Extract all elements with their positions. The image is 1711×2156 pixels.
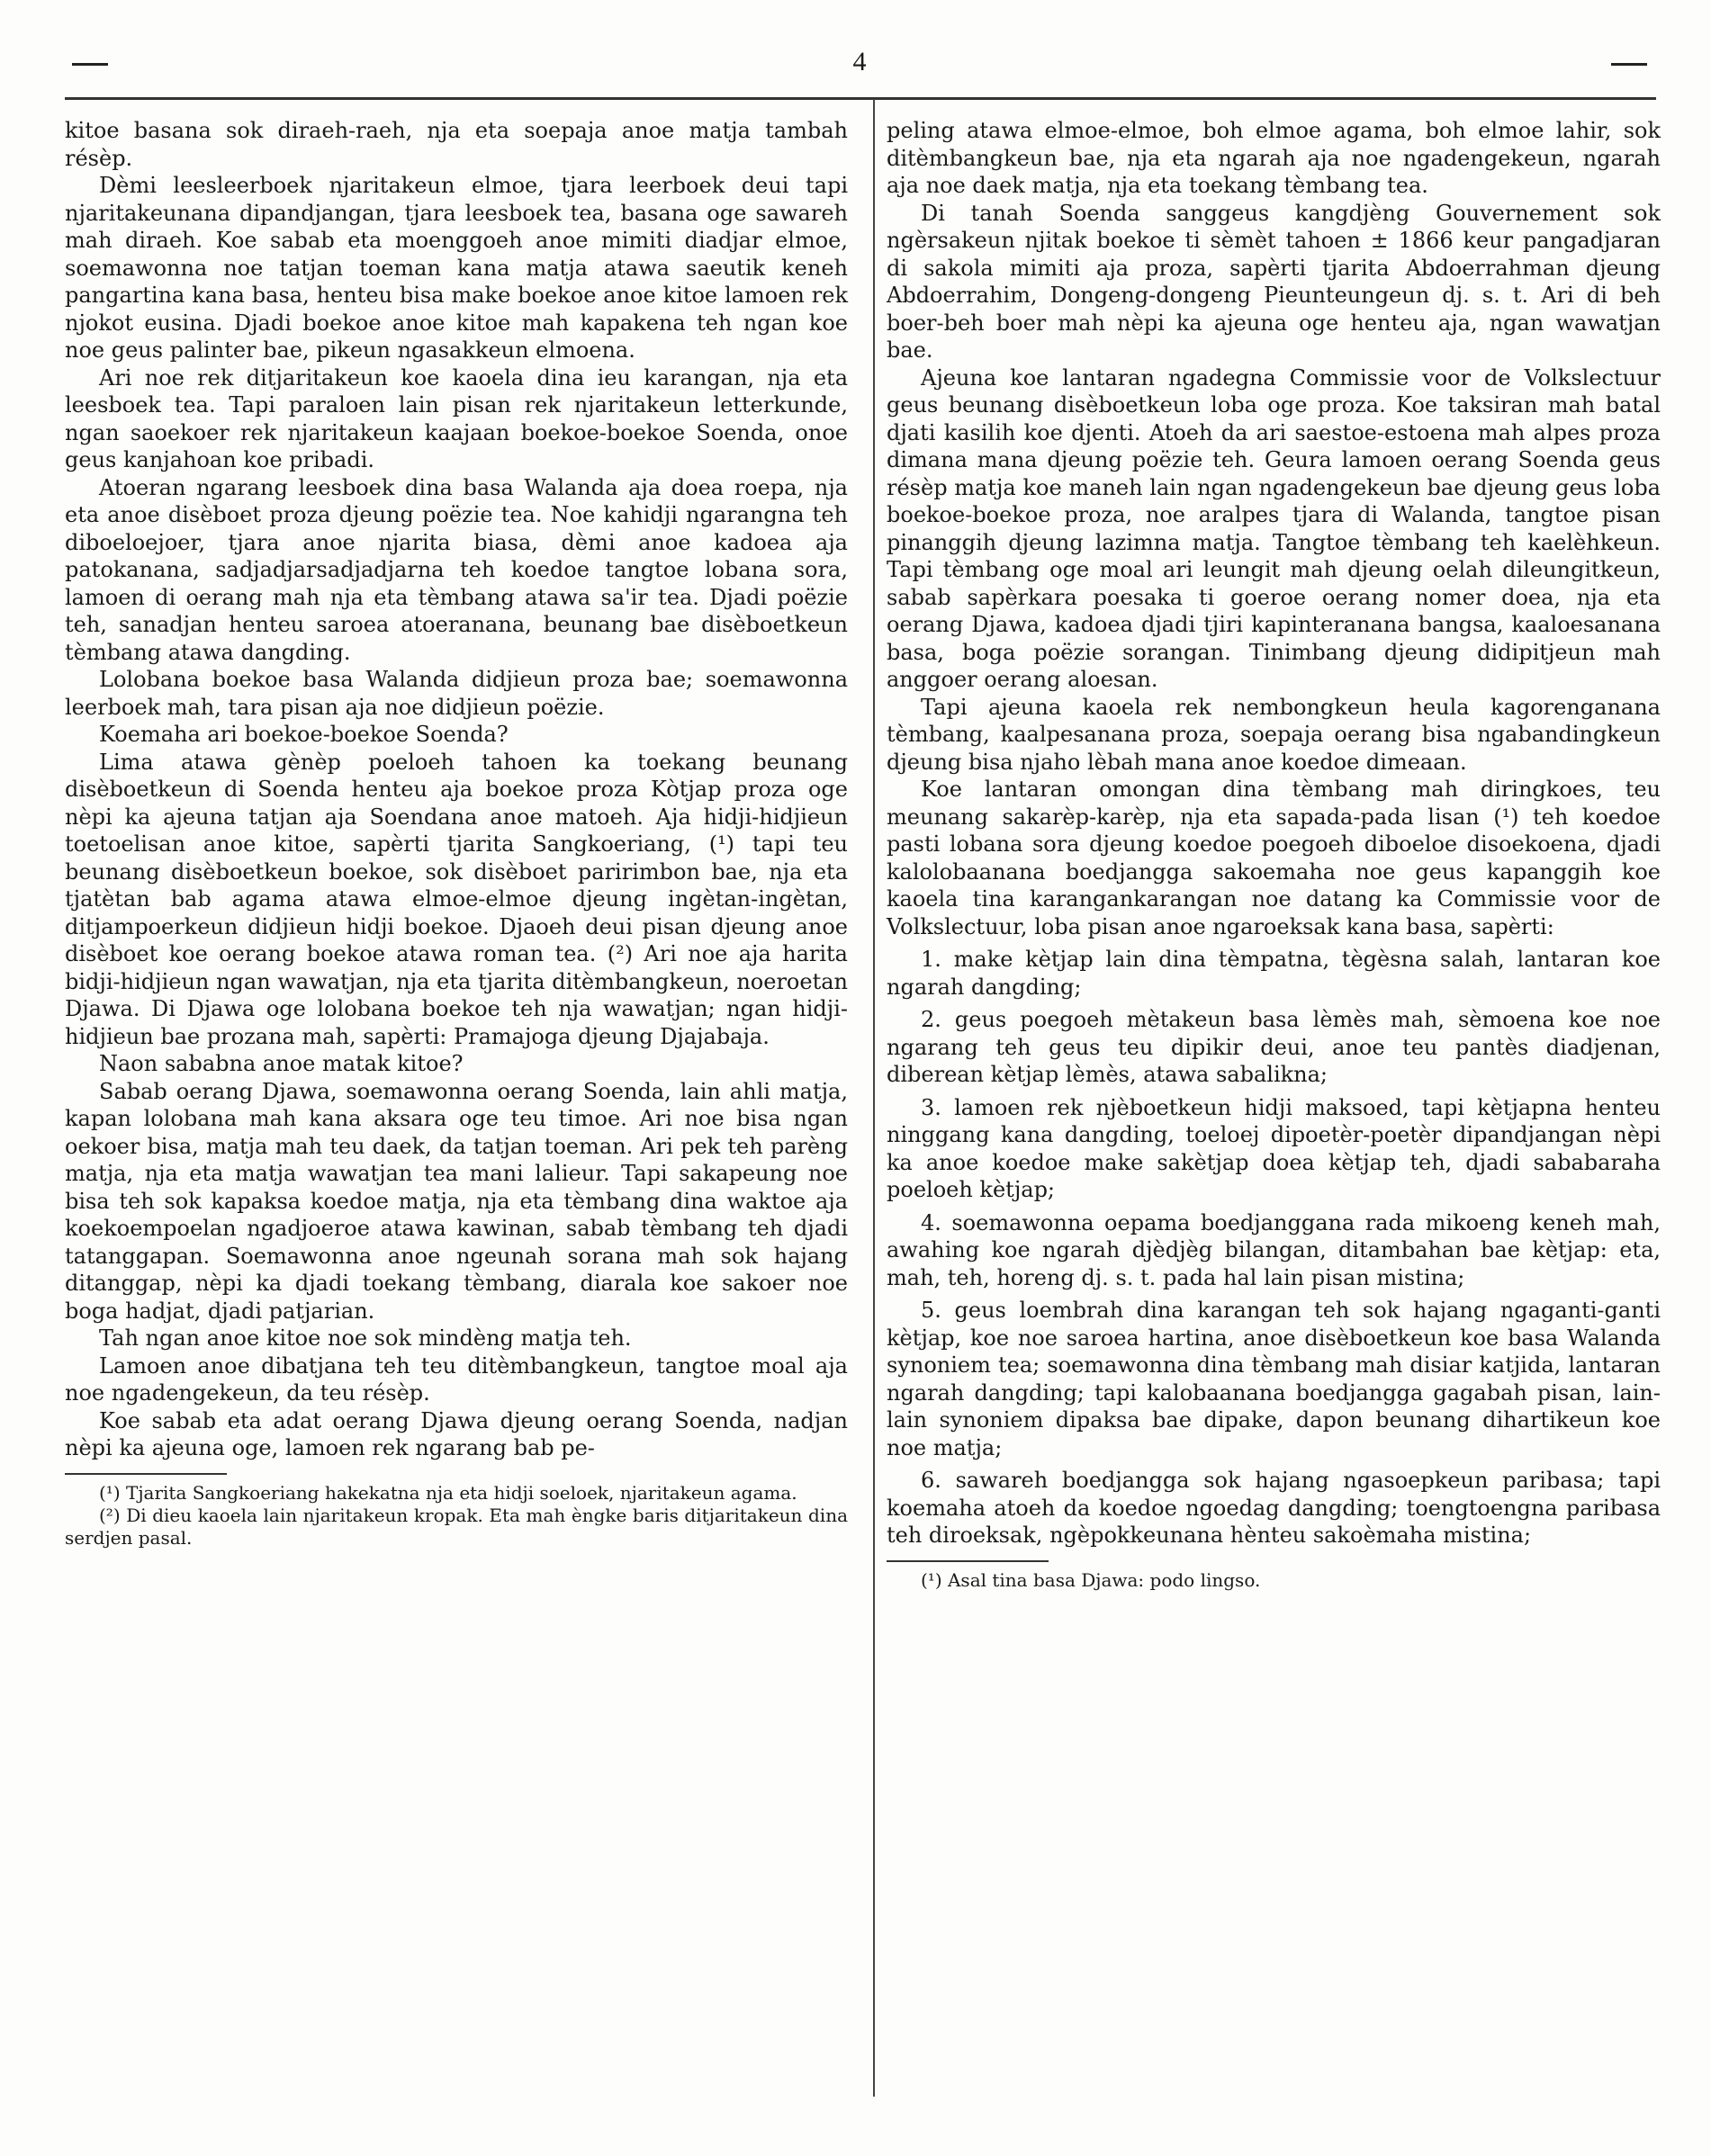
- list-item: 1. make kètjap lain dina tèmpatna, tègèsna salah, lantaran koe ngarah dangding;: [887, 947, 1661, 1000]
- list-item: 6. sawareh boedjangga sok hajang ngasoepkeun paribasa; tapi koemaha atoeh da koedoe ngoedag dangding; toengtoengna paribasa teh diroeksak, ngèpokkeunana hènteu sakoèmaha mistina;: [887, 1468, 1661, 1548]
- list-item: 2. geus poegoeh mètakeun basa lèmès mah, sèmoena koe noe ngarang teh geus teu dipikir deui, anoe teu pantès diadjenan, diberean kètjap lèmès, atawa sabalikna;: [887, 1007, 1661, 1087]
- paragraph: Tapi ajeuna kaoela rek nembongkeun heula kagorenganana tèmbang, kaalpesanana proza, soepaja oerang bisa ngabandingkeun djeung bisa njaho lèbah mana anoe koedoe dimeaan.: [887, 694, 1661, 775]
- paragraph: Sabab oerang Djawa, soemawonna oerang Soenda, lain ahli matja, kapan lolobana mah kana aksara oge teu timoe. Ari noe bisa ngan oekoer bisa, matja mah teu daek, da tatjan toeman. Ari pek teh parèng matja, nja eta matja wawatjan tea mani lalieur. Tapi sakapeung noe bisa teh sok kapaksa koedoe matja, nja eta tèmbang dina waktoe aja koekoempoelan ngadjoeroe atawa kawinan, sabab tèmbang teh djadi tatanggapan. Soemawonna anoe ngeunah sorana mah sok hajang ditanggap, nèpi ka djadi toekang tèmbang, diarala koe sakoer noe boga hadjat, djadi patjarian.: [65, 1078, 848, 1324]
- header-dash-right: [1611, 63, 1647, 66]
- paragraph: peling atawa elmoe-elmoe, boh elmoe agama, boh elmoe lahir, sok ditèmbangkeun bae, nja eta ngarah aja noe ngadengekeun, ngarah aja noe daek matja, nja eta toekang tèmbang tea.: [887, 118, 1661, 198]
- footnote-rule: [887, 1560, 1049, 1562]
- left-column: [65, 117, 848, 1550]
- paragraph: Lima atawa gènèp poeloeh tahoen ka toekang beunang disèboetkeun di Soenda henteu aja boekoe proza Kòtjap proza oge nèpi ka ajeuna tatjan aja Soendana anoe matoeh. Aja hidji-hidjieun toetoelisan anoe kitoe, sapèrti tjarita Sangkoeriang, (¹) tapi teu beunang disèboetkeun boekoe, sok disèboet paririmbon bae, nja eta tjatètan bab agama atawa elmoe-elmoe djeung ingètan-ingètan, ditjampoerkeun didjieun hidji boekoe. Djaoeh deui pisan djeung anoe disèboet koe oerang boekoe atawa roman tea. (²) Ari noe aja harita bidji-hidjieun ngan wawatjan, nja eta tjarita ditèmbangkeun, noeroetan Djawa. Di Djawa oge lolobana boekoe teh nja wawatjan; ngan hidji-hidjieun bae prozana mah, sapèrti: Pramajoga djeung Djajabaja.: [65, 749, 848, 1049]
- paragraph: Koe sabab eta adat oerang Djawa djeung oerang Soenda, nadjan nèpi ka ajeuna oge, lamoen rek ngarang bab pe-: [65, 1407, 848, 1460]
- paragraph: Tah ngan anoe kitoe noe sok mindèng matja teh.: [99, 1325, 632, 1351]
- paragraph: Ari noe rek ditjaritakeun koe kaoela dina ieu karangan, nja eta leesboek tea. Tapi paraloen lain pisan rek njaritakeun letterkunde, ngan saoekoer rek njaritakeun kaajaan boekoe-boekoe Soenda, onoe geus kanjahoan koe pribadi.: [65, 364, 848, 472]
- right-column: [887, 117, 1661, 1592]
- column-separator: [873, 99, 875, 2097]
- paragraph: Koemaha ari boekoe-boekoe Soenda?: [99, 722, 509, 747]
- footnote: (¹) Asal tina basa Djawa: podo lingso.: [921, 1568, 1261, 1591]
- list-item: 3. lamoen rek njèboetkeun hidji maksoed, tapi kètjapna henteu ninggang kana dangding, toeloej dipoetèr-poetèr dipandjangan nèpi ka anoe koedoe make sakètjap doea kètjap teh, djadi sababaraha poeloeh kètjap;: [887, 1094, 1661, 1202]
- footnote: (¹) Tjarita Sangkoeriang hakekatna nja eta hidji soeloek, njaritakeun agama.: [99, 1481, 797, 1504]
- paragraph: Ajeuna koe lantaran ngadegna Commissie voor de Volkslectuur geus beunang disèboetkeun loba oge proza. Koe taksiran mah batal djati kasilih koe djenti. Atoeh da ari saestoe-estoena mah alpes proza dimana mana djeung poëzie teh. Geura lamoen oerang Soenda geus résèp matja koe maneh lain ngan ngadengekeun bae djeung geus loba boekoe-boekoe proza, noe aralpes tjara di Walanda, tangtoe pisan pinanggih djeung lazimna matja. Tangtoe tèmbang teh kaelèhkeun. Tapi tèmbang oge moal ari leungit mah djeung oelah dileungitkeun, sabab sapèrkara poesaka ti goeroe oerang nomer doea, nja eta oerang Djawa, kadoea djadi tjiri kapinteranana bangsa, kaaloesanana basa, boga poëzie sorangan. Tinimbang djeung didipitjeun mah anggoer oerang aloesan.: [887, 364, 1661, 692]
- header-rule: [65, 97, 1656, 100]
- paragraph: Lolobana boekoe basa Walanda didjieun proza bae; soemawonna leerboek mah, tara pisan aja noe didjieun poëzie.: [65, 667, 848, 720]
- paragraph: Di tanah Soenda sanggeus kangdjèng Gouvernement sok ngèrsakeun njitak boekoe ti sèmèt tahoen ± 1866 keur pangadjaran di sakola mimiti aja proza, sapèrti tjarita Abdoerrahman djeung Abdoerrahim, Dongeng-dongeng Pieunteungeun dj. s. t. Ari di beh boer-beh boer mah nèpi ka ajeuna oge henteu aja, ngan wawatjan bae.: [887, 200, 1661, 363]
- page-header: [63, 47, 1656, 101]
- list-item: 5. geus loembrah dina karangan teh sok hajang ngaganti-ganti kètjap, koe noe saroea hartina, anoe disèboetkeun koe basa Walanda synoniem tea; soemawonna dina tèmbang mah disiar katjida, lantaran ngarah dangding; tapi kalobaanana boedjangga gagabah pisan, lain-lain synoniem dipaksa bae dipake, dapon beunang dihartikeun koe noe matja;: [887, 1298, 1661, 1460]
- paragraph: Dèmi leesleerboek njaritakeun elmoe, tjara leerboek deui tapi njaritakeunana dipandjangan, tjara leesboek tea, basana oge sawareh mah diraeh. Koe sabab eta moenggoeh anoe mimiti diadjar elmoe, soemawonna noe tatjan toeman kana matja atawa saeutik keneh pangartina kana basa, henteu bisa make boekoe anoe kitoe lamoen rek njokot eusina. Djadi boekoe anoe kitoe mah kapakena teh ngan koe noe geus palinter bae, pikeun ngasakkeun elmoena.: [65, 173, 848, 363]
- page-number: 4: [852, 47, 867, 76]
- paragraph: Naon sababna anoe matak kitoe?: [99, 1051, 464, 1076]
- footnote-rule: [65, 1473, 227, 1475]
- paragraph: Lamoen anoe dibatjana teh teu ditèmbangkeun, tangtoe moal aja noe ngadengekeun, da teu résèp.: [65, 1352, 848, 1406]
- paragraph: Atoeran ngarang leesboek dina basa Walanda aja doea roepa, nja eta anoe disèboet proza djeung poëzie tea. Noe kahidji ngarangna teh diboeloejoer, tjara anoe njarita biasa, dèmi anoe kadoea aja patokanana, sadjadjarsadjadjarna teh koedoe tangtoe lobana sora, lamoen di oerang mah nja eta tèmbang atawa sa'ir tea. Djadi poëzie teh, sanadjan henteu saroea atoeranana, beunang bae disèboetkeun tèmbang atawa dangding.: [65, 474, 848, 665]
- paragraph: kitoe basana sok diraeh-raeh, nja eta soepaja anoe matja tambah résèp.: [65, 118, 848, 171]
- footnote: (²) Di dieu kaoela lain njaritakeun kropak. Eta mah èngke baris ditjaritakeun dina serdjen pasal.: [65, 1504, 848, 1549]
- paragraph: Koe lantaran omongan dina tèmbang mah diringkoes, teu meunang sakarèp-karèp, nja eta sapada-pada lisan (¹) teh koedoe pasti lobana sora djeung koedoe poegoeh diboeloe disoekoena, djadi kalolobaanana boedjangga sakoemaha noe geus kapanggih koe kaoela tina karangankarangan noe datang ka Commissie voor de Volkslectuur, loba pisan anoe ngaroeksak kana basa, sapèrti:: [887, 777, 1661, 939]
- list-item: 4. soemawonna oepama boedjanggana rada mikoeng keneh mah, awahing koe ngarah djèdjèg bilangan, ditambahan bae kètjap: eta, mah, teh, horeng dj. s. t. pada hal lain pisan mistina;: [887, 1209, 1661, 1290]
